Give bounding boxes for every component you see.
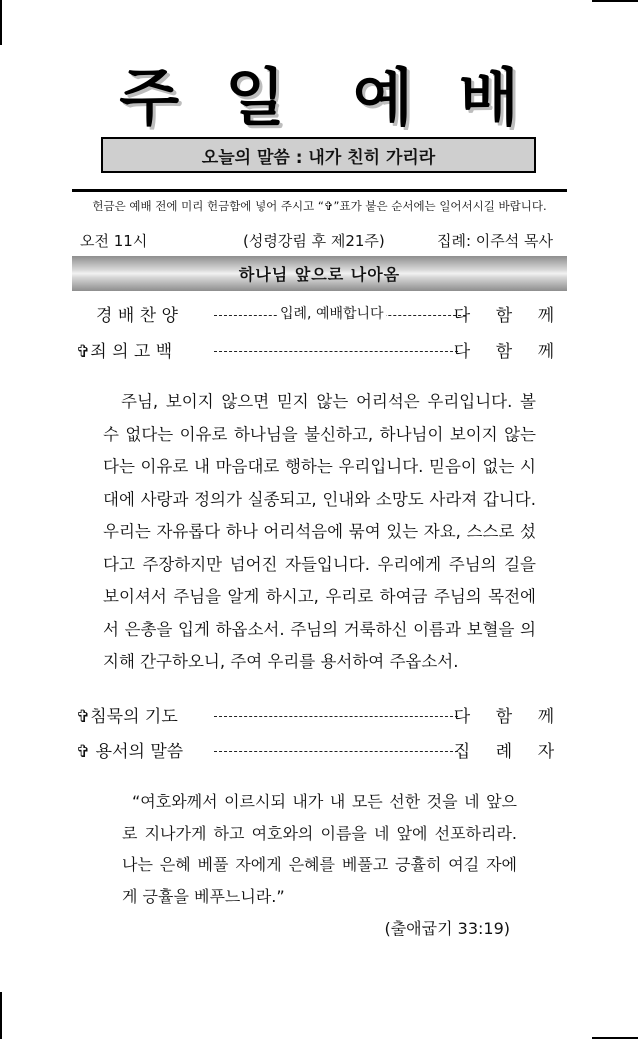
crop-mark-top-left	[0, 0, 2, 45]
order-row-praise	[72, 301, 567, 327]
divider-rule	[72, 189, 567, 192]
order-label-praise: 경 배 찬 양	[96, 306, 178, 326]
order-label-silent-prayer: ✞침묵의 기도	[76, 707, 178, 727]
leader-dashes	[214, 716, 458, 717]
title-char-4: 배	[458, 61, 519, 134]
title-char-1: 주	[119, 61, 180, 134]
confession-prayer	[103, 386, 536, 679]
todays-word-box: 오늘의 말씀 : 내가 친히 가리라	[101, 137, 536, 173]
section-heading-banner: 하나님 앞으로 나아옴	[72, 256, 567, 291]
leader-dashes	[214, 351, 458, 352]
order-note-praise: 입례, 예배합니다	[278, 303, 386, 323]
verse-reference: (출애굽기 33:19)	[384, 919, 510, 938]
confession-prayer-text: 주님, 보이지 않으면 믿지 않는 어리석은 우리입니다. 볼 수 없다는 이유로 하나님을 불신하고, 하나님이 보이지 않는다는 이유로 내 마음대로 행하는 우리입니다. 믿음이 없는 시대에 사랑과 정의가 실종되고, 인내와 소망도 사라져 갑니다. 우리는 자유롭다 하나 어리석음에 묶여 있는 자요, 스스로 섰다고 주장하지만 넘어진 자들입니다. 우리에게 주님의 길을 보이셔서 주님을 알게 하시고, 우리로 하여금 주님의 목전에서 은총을 입게 하옵소서. 주님의 거룩하신 이름과 보혈을 의지해 간구하오니, 주여 우리를 용서하여 주옵소서.	[103, 392, 536, 671]
order-leader-confession: 다 함 께	[453, 342, 555, 362]
title-char-2: 일	[225, 61, 285, 134]
absolution-verse-text: “여호와께서 이르시되 내가 내 모든 선한 것을 네 앞으로 지나가게 하고 여호와의 이름을 네 앞에 선포하리라. 나는 은혜 베풀 자에게 은혜를 베풀고 긍휼히 여길 자에게 긍휼을 베푸느니라.”	[122, 792, 517, 906]
leader-dashes	[214, 751, 458, 752]
order-leader-praise: 다 함 께	[453, 306, 555, 326]
order-row-silent-prayer	[72, 702, 567, 728]
order-label-confession: ✞죄 의 고 백	[76, 342, 173, 362]
page-title	[0, 58, 638, 138]
crop-mark-top-right	[592, 0, 638, 2]
offering-notice: 헌금은 예배 전에 미리 헌금함에 넣어 주시고 “✞”표가 붙은 순서에는 일어서시길 바랍니다.	[92, 199, 547, 213]
absolution-verse	[122, 786, 517, 912]
title-char-3: 예	[353, 61, 413, 134]
order-row-absolution	[72, 737, 567, 763]
officiant: 집례: 이주석 목사	[437, 232, 554, 250]
crop-mark-bottom-left	[0, 992, 2, 1039]
order-leader-absolution: 집 례 자	[453, 742, 555, 762]
liturgical-week: (성령강림 후 제21주)	[243, 232, 385, 250]
service-time: 오전 11시	[80, 232, 148, 250]
order-row-confession	[72, 337, 567, 363]
order-leader-silent-prayer: 다 함 께	[453, 707, 555, 727]
order-label-absolution: ✞ 용서의 말씀	[76, 742, 184, 762]
